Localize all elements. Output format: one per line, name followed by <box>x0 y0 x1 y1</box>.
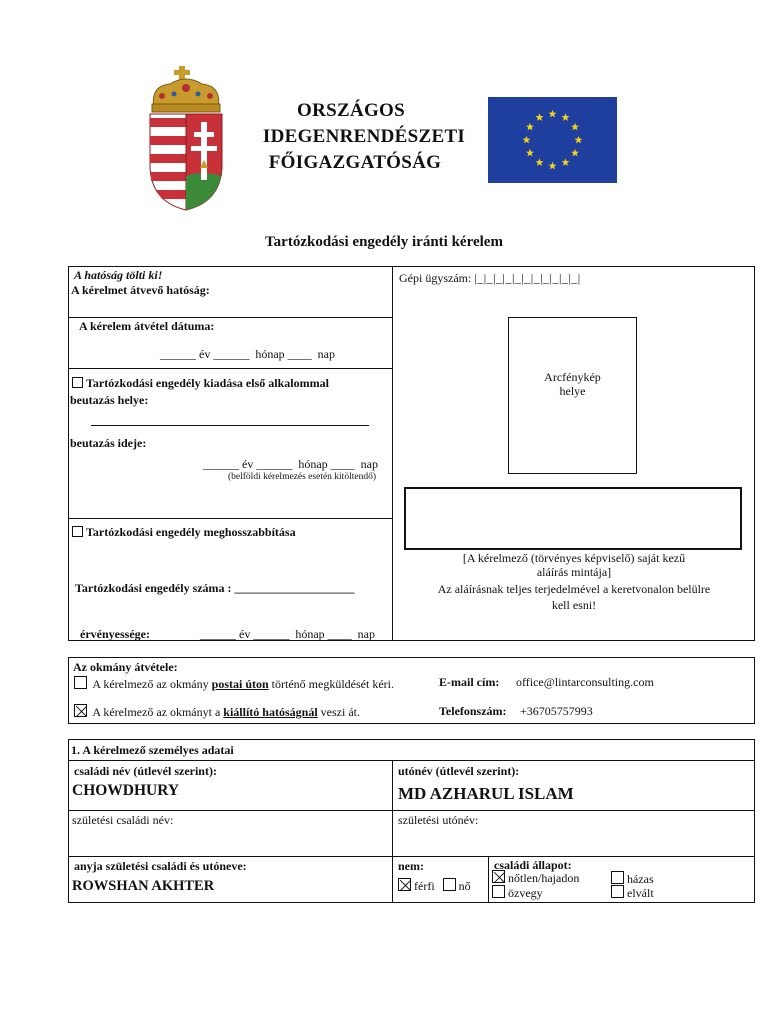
entry-date-field[interactable]: ______ év ______ hónap ____ nap <box>203 457 378 471</box>
first-issue-checkbox[interactable] <box>72 377 83 388</box>
receipt-date-label: A kérelem átvétel dátuma: <box>79 319 215 333</box>
marital-married-option[interactable] <box>611 871 654 886</box>
signature-caption <box>396 551 752 612</box>
phone-label: Telefonszám: <box>439 704 507 718</box>
form-title: Tartózkodási engedély iránti kérelem <box>265 234 503 250</box>
first-issue-label: Tartózkodási engedély kiadása első alkalommal <box>86 376 329 390</box>
receipt-date-field[interactable]: ______ év ______ hónap ____ nap <box>160 347 335 361</box>
delivery-office-option[interactable] <box>74 704 360 719</box>
validity-field[interactable]: ______ év ______ hónap ____ nap <box>200 627 375 641</box>
marital-widowed-checkbox[interactable] <box>492 885 505 898</box>
coat-of-arms <box>140 64 232 214</box>
mother-name-value[interactable]: ROWSHAN AKHTER <box>72 878 215 894</box>
given-name-label: utónév (útlevél szerint): <box>398 764 520 778</box>
receiving-authority-label: A kérelmet átvevő hatóság: <box>71 283 210 297</box>
delivery-office-checkbox[interactable] <box>74 704 87 717</box>
delivery-office-prefix: A kérelmező az okmányt a <box>92 705 221 719</box>
mother-name-label: anyja születési családi és utóneve: <box>74 859 247 873</box>
sex-female-label: nő <box>458 879 471 893</box>
entry-place-field[interactable] <box>91 425 369 426</box>
machine-case-label: Gépi ügyszám: <box>399 271 472 285</box>
delivery-post-checkbox[interactable] <box>74 676 87 689</box>
marital-divorced-checkbox[interactable] <box>611 885 624 898</box>
sex-female-checkbox[interactable] <box>443 878 456 891</box>
marital-widowed-option[interactable] <box>492 885 543 900</box>
extension-option[interactable] <box>72 525 296 539</box>
permit-number-field[interactable]: Tartózkodási engedély száma : ____________________ <box>75 581 355 595</box>
authority-fill-note: A hatóság tölti ki! <box>74 268 163 282</box>
agency-name <box>252 100 476 174</box>
photo-label <box>508 370 637 398</box>
document-delivery-heading: Az okmány átvétele: <box>73 660 178 674</box>
marital-married-label: házas <box>627 872 654 886</box>
photo-label-line-2: helye <box>559 384 586 398</box>
signature-caption-line-4: kell esni! <box>551 598 597 612</box>
sex-male-checkbox[interactable] <box>398 878 411 891</box>
delivery-post-prefix: A kérelmező az okmány <box>92 677 209 691</box>
marital-divorced-label: elvált <box>627 886 654 900</box>
marital-widowed-label: özvegy <box>508 886 543 900</box>
birth-given-name-label: születési utónév: <box>398 813 479 827</box>
entry-note: (belföldi kérelmezés esetén kitöltendő) <box>228 472 376 482</box>
sex-male-label: férfi <box>414 879 435 893</box>
given-name-value[interactable]: MD AZHARUL ISLAM <box>398 784 574 803</box>
eu-flag-icon <box>488 97 617 183</box>
agency-line-3: FŐIGAZGATÓSÁG <box>268 152 442 173</box>
delivery-office-suffix: veszi át. <box>320 705 360 719</box>
entry-place-label: beutazás helye: <box>70 393 149 407</box>
hungarian-coat-of-arms-icon <box>140 64 232 214</box>
personal-data-heading: 1. A kérelmező személyes adatai <box>71 743 234 757</box>
family-name-value[interactable]: CHOWDHURY <box>72 782 180 799</box>
marital-married-checkbox[interactable] <box>611 871 624 884</box>
agency-line-2: IDEGENRENDÉSZETI <box>262 126 466 147</box>
first-issue-option[interactable] <box>72 376 329 390</box>
validity-label: érvényessége: <box>80 627 150 641</box>
marital-single-label: nőtlen/hajadon <box>508 871 580 885</box>
email-value[interactable]: office@lintarconsulting.com <box>516 675 654 689</box>
sex-options <box>398 878 471 893</box>
eu-flag <box>488 97 617 183</box>
marital-divorced-option[interactable] <box>611 885 654 900</box>
extension-label: Tartózkodási engedély meghosszabbítása <box>86 525 296 539</box>
family-name-label: családi név (útlevél szerint): <box>74 764 217 778</box>
phone-value[interactable]: +36705757993 <box>520 704 593 718</box>
email-label: E-mail cím: <box>439 675 500 689</box>
signature-caption-line-1: [A kérelmező (törvényes képviselő) saját kezű <box>462 551 686 565</box>
signature-box[interactable] <box>404 487 742 550</box>
delivery-post-emph: postai úton <box>211 677 269 691</box>
machine-case-cells[interactable]: |_|_|_|_|_|_|_|_|_|_|_| <box>474 271 581 285</box>
extension-checkbox[interactable] <box>72 526 83 537</box>
marital-status-label: családi állapot: <box>494 858 572 872</box>
delivery-post-suffix: történő megküldését kéri. <box>271 677 394 691</box>
delivery-post-option[interactable] <box>74 676 394 691</box>
photo-label-line-1: Arcfénykép <box>544 370 601 384</box>
agency-line-1: ORSZÁGOS <box>297 100 405 121</box>
entry-date-label: beutazás ideje: <box>70 436 147 450</box>
signature-caption-line-3: Az aláírásnak teljes terjedelmével a keretvonalon belülre <box>437 582 711 596</box>
marital-single-option[interactable] <box>492 870 579 885</box>
marital-single-checkbox[interactable] <box>492 870 505 883</box>
birth-family-name-label: születési családi név: <box>72 813 174 827</box>
machine-case-number <box>399 271 581 285</box>
sex-label: nem: <box>398 859 424 873</box>
signature-caption-line-2: aláírás mintája] <box>536 565 612 579</box>
delivery-office-emph: kiállító hatóságnál <box>223 705 318 719</box>
